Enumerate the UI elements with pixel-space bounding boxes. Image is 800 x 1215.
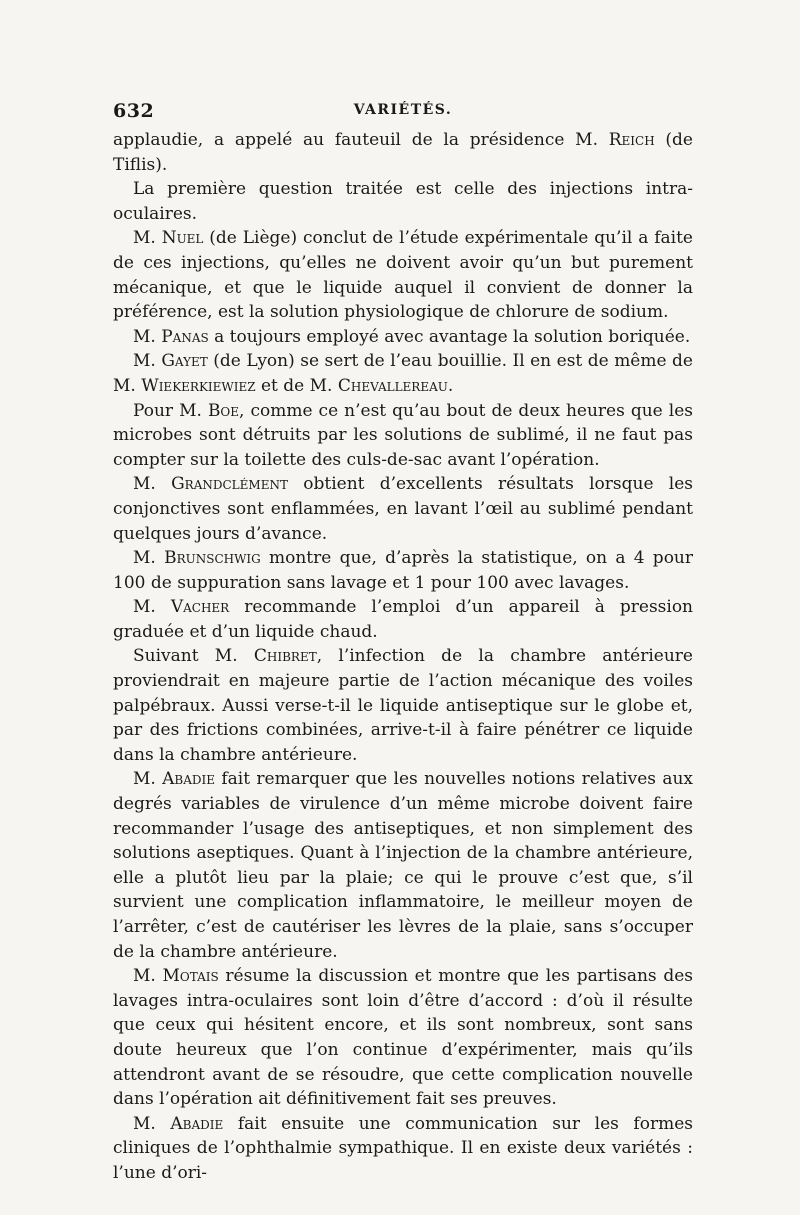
text-run: M. — [133, 1113, 171, 1134]
paragraph — [113, 325, 693, 350]
person-name: Abadie — [162, 769, 216, 790]
person-name: Chibret — [253, 646, 317, 667]
paragraph — [113, 177, 693, 226]
text-run: fait remarquer que les nouvelles notions relatives aux degrés variables de virulence d’un même microbe doivent faire recommander l’usage des antiseptiques, et non simplement des solutions aseptiques. Quant à l’injection de la chambre antérieure, elle a plutôt lieu par la plaie; ce qui le prouve c’est que, s’il survient une complication inflammatoire, le meilleur moyen de l’arrêter, c’est de cautériser les lèvres de la plaie, sans s’occuper de la chambre antérieure. — [113, 769, 694, 962]
text-run: , l’infection de la chambre antérieure proviendrait en majeure partie de l’action mécanique des voiles palpébraux. Aussi verse-t-il le liquide antiseptique sur le globe et, par des frictions combinées, arrive-t-il à faire pénétrer ce liquide dans la chambre antérieure. — [113, 646, 693, 765]
text-run: M. — [133, 966, 163, 987]
text-run: , comme ce n’est qu’au bout de deux heures que les microbes sont détruits par les solutions de sublimé, il ne faut pas compter sur la toilette des culs-de-sac avant l’opération. — [113, 400, 693, 470]
text-run: fait ensuite une communication sur les formes cliniques de l’ophthalmie sympathique. Il en existe deux variétés : l’une d’ori- — [113, 1113, 693, 1183]
body-text — [113, 128, 693, 1186]
person-name: Reich — [608, 130, 655, 150]
text-run: (de Tiflis). — [113, 130, 693, 175]
person-name: Abadie — [170, 1113, 224, 1134]
text-run: applaudie, a appelé au fauteuil de la présidence M. — [113, 130, 609, 150]
text-run: Pour M. — [133, 400, 208, 421]
text-run: résume la discussion et montre que les partisans des lavages intra-oculaires sont loin d’être d’accord : d’où il résulte que ceux qui hésitent encore, et ils sont nombreux, sont sans doute heureux que l’on continue d’expérimenter, mais qu’ils attendront avant de se résoudre, que cette complication nouvelle dans l’opération ait définitivement fait ses preuves. — [113, 966, 693, 1110]
paragraph — [113, 964, 693, 1112]
person-name: Chevallereau — [337, 375, 448, 396]
text-run: M. — [133, 769, 163, 790]
paragraph — [113, 546, 693, 595]
text-run: montre que, d’après la statistique, on a 4 pour 100 de suppuration sans lavage et 1 pour 100 avec lavages. — [113, 548, 693, 593]
person-name: Nuel — [161, 228, 204, 249]
paragraph — [113, 472, 693, 546]
text-run: M. — [133, 474, 172, 495]
paragraph — [113, 349, 693, 398]
paragraph — [113, 226, 693, 324]
person-name: Grandclément — [171, 474, 288, 495]
text-run: La première question traitée est celle des injections intra-oculaires. — [113, 179, 693, 224]
text-run: (de Liège) conclut de l’étude expérimentale qu’il a faite de ces injections, qu’elles ne doivent avoir qu’un but purement mécanique, et que le liquide auquel il convient de donner la préférence, est la solution physiologique de chlorure de sodium. — [113, 228, 693, 323]
person-name: Gayet — [161, 351, 208, 372]
person-name: Wiekerkiewiez — [141, 375, 256, 396]
paragraph — [113, 595, 693, 644]
text-run: Suivant M. — [133, 646, 254, 667]
text-run: M. — [133, 548, 165, 569]
text-run: recommande l’emploi d’un appareil à pression graduée et d’un liquide chaud. — [113, 597, 694, 642]
person-name: Motais — [162, 966, 219, 987]
page-number: 632 — [113, 100, 155, 122]
paragraph — [113, 767, 693, 964]
text-run: . — [447, 375, 454, 396]
text-run: M. — [133, 228, 162, 249]
paragraph — [113, 644, 693, 767]
running-title: VARIÉTÉS. — [353, 102, 453, 118]
person-name: Boe — [207, 400, 240, 421]
text-run: (de Lyon) se sert de l’eau bouillie. Il en est de même de M. — [113, 351, 693, 396]
paragraph — [113, 399, 693, 473]
person-name: Brunschwig — [164, 548, 261, 569]
text-run: M. — [133, 597, 171, 618]
person-name: Panas — [161, 326, 209, 347]
person-name: Vacher — [170, 597, 230, 618]
paragraph — [113, 128, 693, 177]
text-run: et de M. — [255, 375, 338, 396]
text-run: a toujours employé avec avantage la solution boriquée. — [208, 326, 691, 347]
text-run: M. — [133, 326, 162, 347]
text-run: obtient d’excellents résultats lorsque les conjonctives sont enflammées, en lavant l’œil au sublimé pendant quelques jours d’avance. — [113, 474, 693, 544]
page-header — [113, 100, 693, 124]
text-run: M. — [133, 351, 162, 372]
paragraph — [113, 1112, 693, 1186]
